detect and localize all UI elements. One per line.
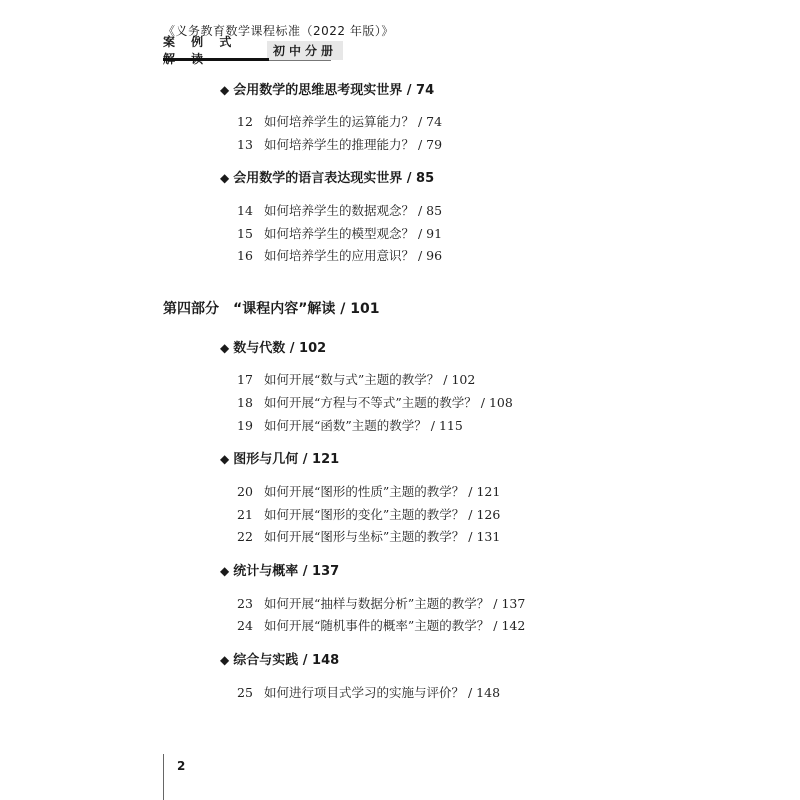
toc-entry bbox=[237, 527, 500, 545]
diamond-bullet-icon: ◆ bbox=[220, 564, 230, 578]
toc-entry-text: 如何开展“数与式”主题的教学？ / 102 bbox=[264, 372, 476, 387]
running-header-title: 《义务教育数学课程标准（2022 年版）》 bbox=[163, 24, 394, 38]
header-rule bbox=[163, 58, 269, 61]
toc-entry-text: 如何培养学生的模型观念？ / 91 bbox=[264, 226, 443, 241]
toc-section-heading: ◆ 统计与概率 / 137 bbox=[220, 564, 340, 579]
diamond-bullet-icon: ◆ bbox=[220, 171, 230, 185]
part-label: 第四部分 bbox=[163, 301, 219, 317]
toc-entry-number: 23 bbox=[237, 596, 253, 611]
toc-entry-text: 如何开展“图形的变化”主题的教学？ / 126 bbox=[264, 507, 501, 522]
toc-entry bbox=[237, 594, 525, 612]
diamond-bullet-icon: ◆ bbox=[220, 653, 230, 667]
toc-entry-number: 20 bbox=[237, 484, 253, 499]
toc-entry-number: 14 bbox=[237, 203, 253, 218]
toc-entry-number: 24 bbox=[237, 618, 253, 633]
toc-entry-text: 如何开展“函数”主题的教学？ / 115 bbox=[264, 418, 463, 433]
toc-entry-text: 如何培养学生的运算能力？ / 74 bbox=[264, 114, 443, 129]
toc-entry bbox=[237, 370, 475, 388]
running-header-badge: 初中分册 bbox=[267, 41, 343, 60]
toc-entry-text: 如何开展“随机事件的概率”主题的教学？ / 142 bbox=[264, 618, 526, 633]
toc-section-heading: ◆ 会用数学的思维思考现实世界 / 74 bbox=[220, 83, 435, 98]
toc-entry-text: 如何培养学生的数据观念？ / 85 bbox=[264, 203, 443, 218]
toc-entry-number: 15 bbox=[237, 226, 253, 241]
toc-entry bbox=[237, 393, 513, 411]
toc-entry-number: 16 bbox=[237, 248, 253, 263]
toc-entry-number: 25 bbox=[237, 685, 253, 700]
toc-entry-number: 17 bbox=[237, 372, 253, 387]
diamond-bullet-icon: ◆ bbox=[220, 341, 230, 355]
toc-section-heading: ◆ 图形与几何 / 121 bbox=[220, 452, 340, 467]
toc-entry bbox=[237, 616, 525, 634]
toc-section-heading: ◆ 综合与实践 / 148 bbox=[220, 653, 340, 668]
page-number: 2 bbox=[177, 759, 186, 773]
running-header-row bbox=[163, 35, 343, 59]
toc-section-heading: ◆ 数与代数 / 102 bbox=[220, 341, 327, 356]
toc-entry-number: 13 bbox=[237, 137, 253, 152]
toc-section-heading: ◆ 会用数学的语言表达现实世界 / 85 bbox=[220, 171, 435, 186]
diamond-bullet-icon: ◆ bbox=[220, 83, 230, 97]
toc-entry bbox=[237, 112, 442, 130]
part-title: “课程内容”解读 / 101 bbox=[233, 301, 380, 317]
toc-entry-number: 18 bbox=[237, 395, 253, 410]
part-heading bbox=[163, 298, 380, 318]
toc-entry-text: 如何进行项目式学习的实施与评价？ / 148 bbox=[264, 685, 501, 700]
toc-entry-text: 如何开展“抽样与数据分析”主题的教学？ / 137 bbox=[264, 596, 526, 611]
toc-entry bbox=[237, 246, 442, 264]
toc-entry bbox=[237, 683, 500, 701]
toc-entry bbox=[237, 482, 500, 500]
toc-entry bbox=[237, 416, 463, 434]
toc-entry bbox=[237, 505, 500, 523]
toc-entry-number: 22 bbox=[237, 529, 253, 544]
toc-entry-number: 12 bbox=[237, 114, 253, 129]
footer-rule bbox=[163, 754, 164, 800]
running-header-subtitle: 案 例 式 bbox=[163, 35, 238, 49]
toc-entry bbox=[237, 224, 442, 242]
header-rule-thin bbox=[269, 60, 331, 61]
toc-entry-text: 如何培养学生的推理能力？ / 79 bbox=[264, 137, 443, 152]
toc-entry-number: 19 bbox=[237, 418, 253, 433]
toc-entry-text: 如何培养学生的应用意识？ / 96 bbox=[264, 248, 443, 263]
toc-entry-text: 如何开展“图形与坐标”主题的教学？ / 131 bbox=[264, 529, 501, 544]
toc-entry bbox=[237, 135, 442, 153]
toc-entry-text: 如何开展“方程与不等式”主题的教学？ / 108 bbox=[264, 395, 513, 410]
toc-entry-text: 如何开展“图形的性质”主题的教学？ / 121 bbox=[264, 484, 501, 499]
toc-entry-number: 21 bbox=[237, 507, 253, 522]
toc-entry bbox=[237, 201, 442, 219]
diamond-bullet-icon: ◆ bbox=[220, 452, 230, 466]
